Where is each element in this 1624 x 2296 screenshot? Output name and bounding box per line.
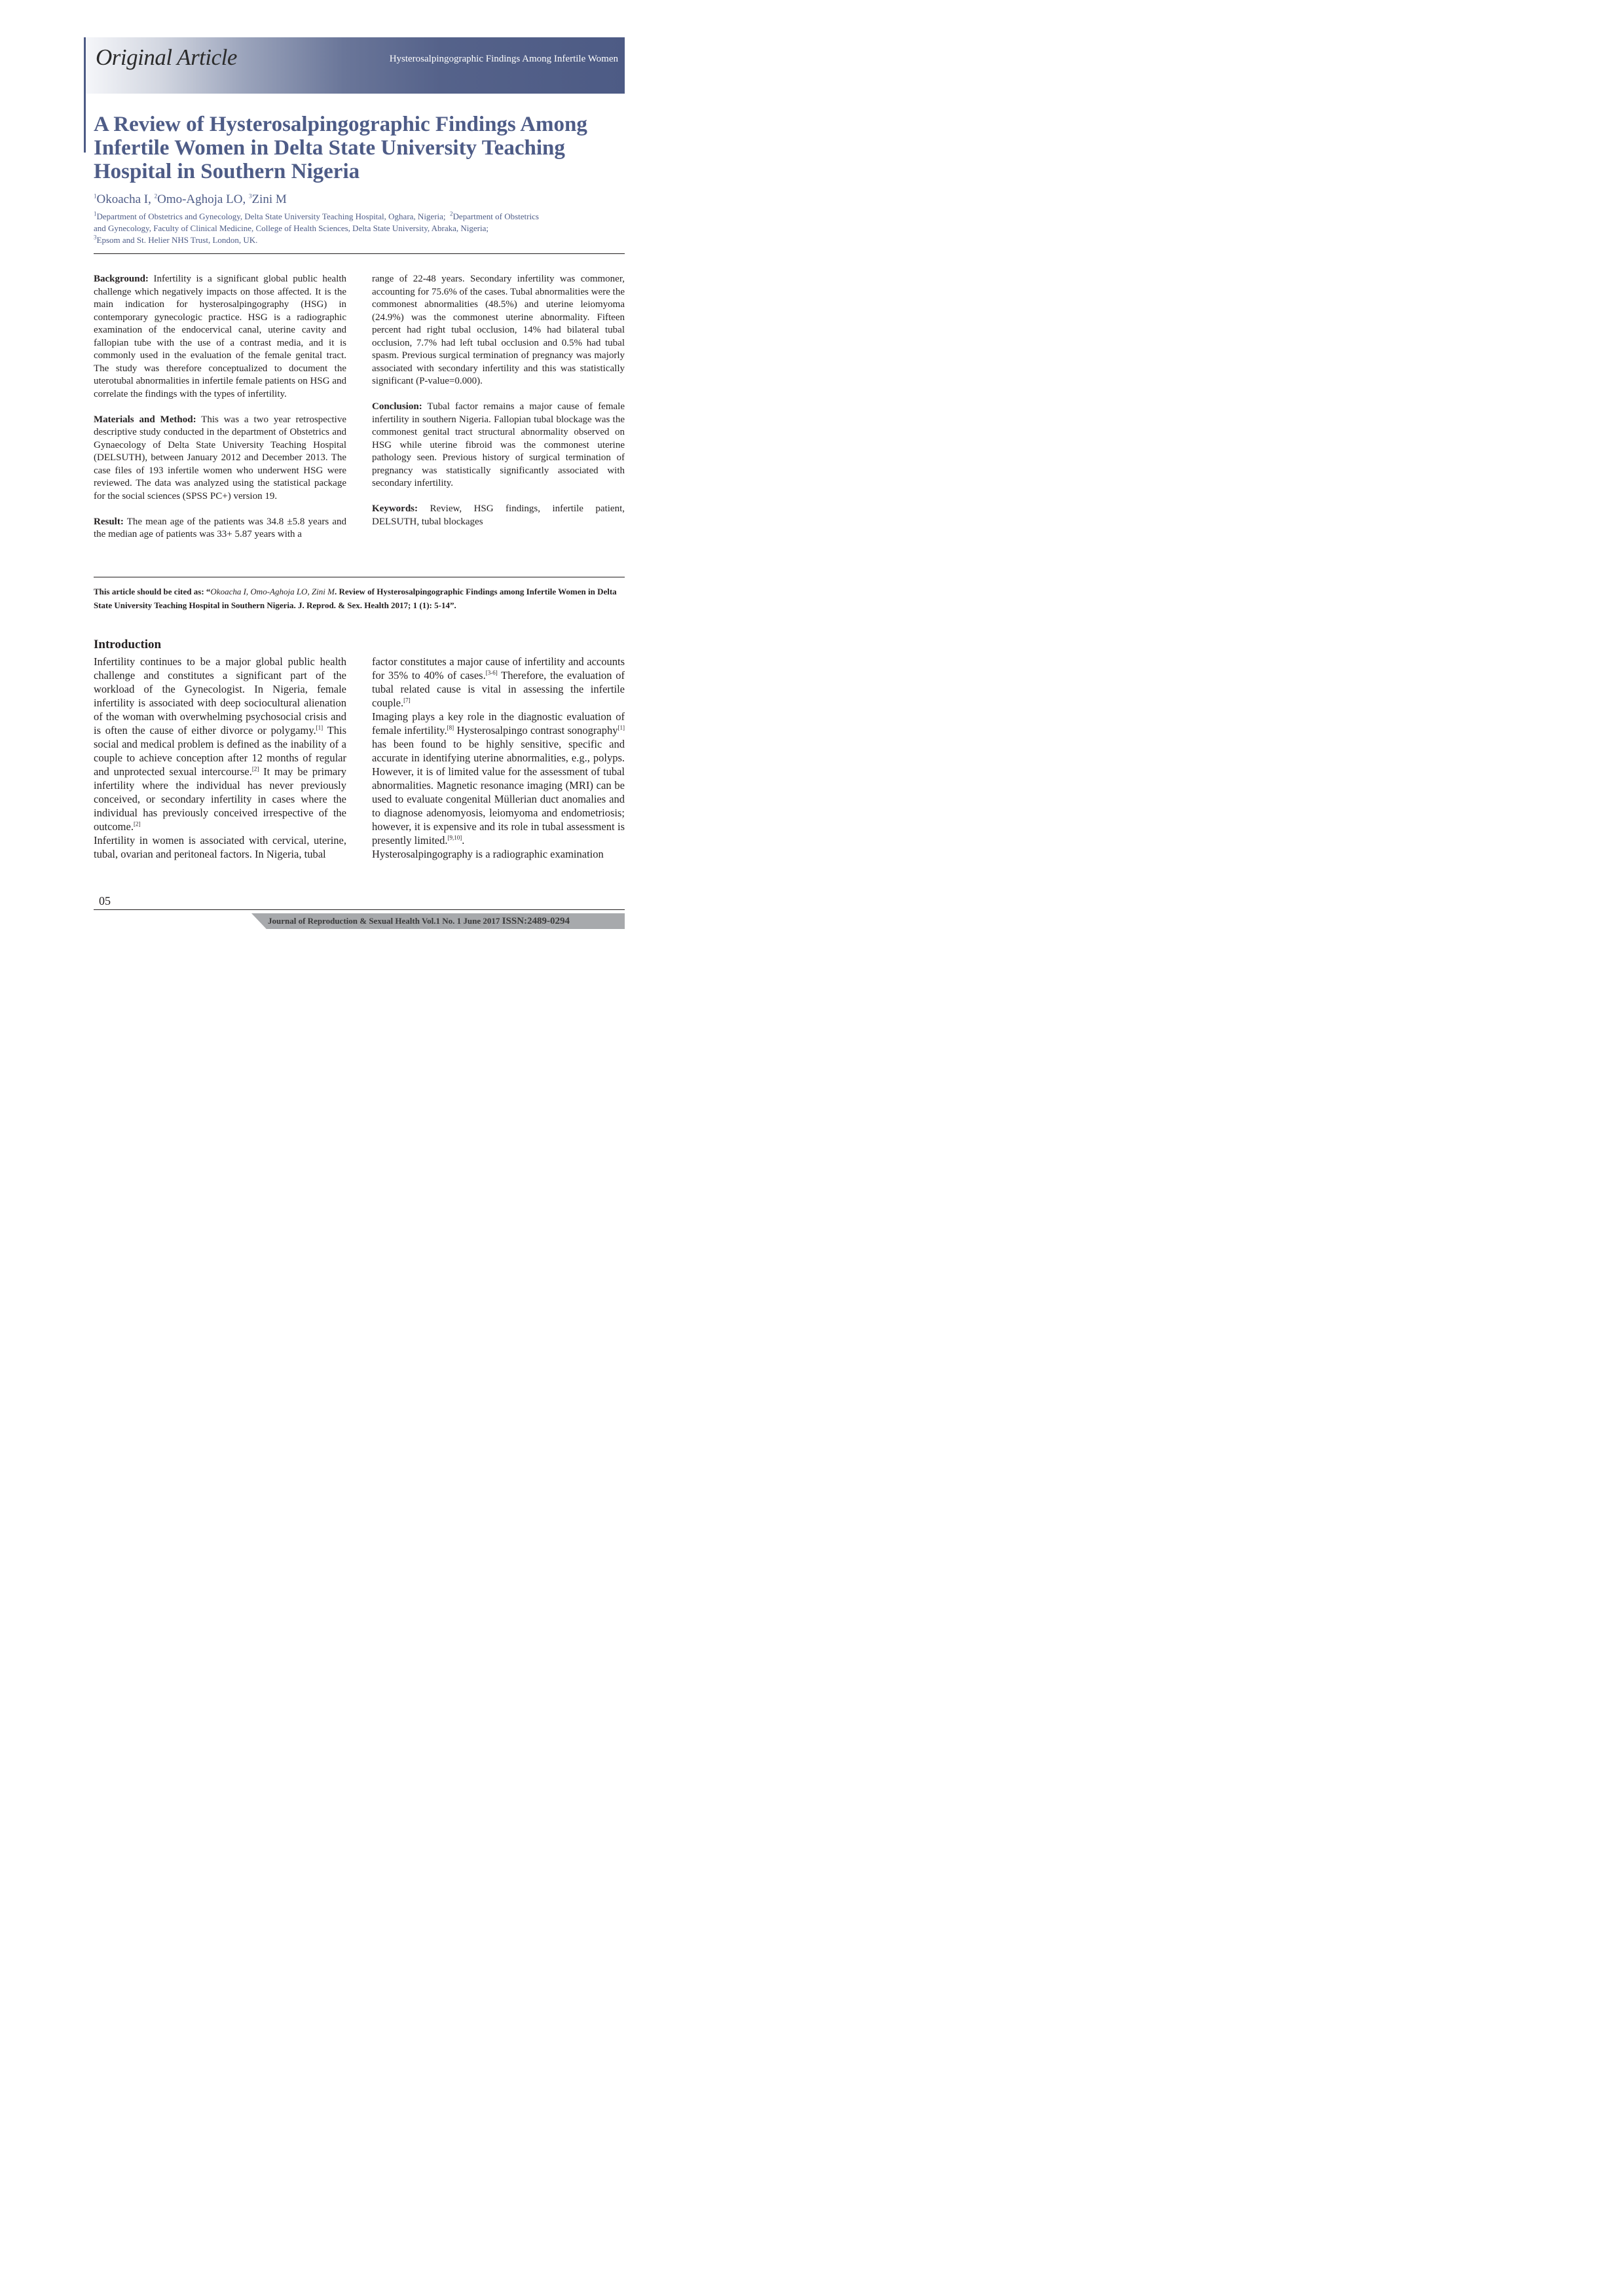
abstract-left-column — [94, 273, 346, 554]
conclusion-label: Conclusion: — [372, 401, 422, 412]
abstract-right-column — [372, 273, 625, 541]
introduction-heading: Introduction — [94, 638, 162, 651]
affiliation-line-2: and Gynecology, Faculty of Clinical Medicine, College of Health Sciences, Delta State University, Abraka, Nigeria; — [94, 223, 489, 233]
footer-rule — [94, 909, 625, 910]
result-text-left: The mean age of the patients was 34.8 ±5.8 years and the median age of patients was 33+ 5.87 years with a — [94, 516, 346, 539]
abstract-methods — [94, 414, 346, 503]
abstract-result — [94, 516, 346, 541]
intro-text: . — [462, 834, 465, 847]
header-vertical-rule — [84, 37, 86, 153]
running-head: Hysterosalpingographic Findings Among Infertile Women — [389, 54, 618, 64]
reference-marker: [7] — [403, 697, 411, 704]
affiliation-sup: 1 — [94, 210, 97, 217]
intro-text: Infertility continues to be a major global public health challenge and constitutes a significant part of the workload of the Gynecologist. In Nigeria, female infertility is associated with deep sociocultural alienation of the woman with overwhelming psychosocial crisis and is often the cause of either divorce or polygamy. — [94, 655, 346, 737]
intro-paragraph-3 — [372, 655, 625, 710]
abstract-conclusion — [372, 401, 625, 490]
intro-text: Hysterosalpingo contrast sonography — [454, 724, 618, 737]
reference-marker: [8] — [447, 724, 454, 731]
intro-paragraph-5: Hysterosalpingography is a radiographic examination — [372, 848, 604, 860]
article-title: A Review of Hysterosalpingographic Findings Among Infertile Women in Delta State University Teaching Hospital in Southern Nigeria — [94, 113, 587, 183]
reference-marker: [2] — [133, 820, 141, 828]
intro-text: has been found to be highly sensitive, specific and accurate in identifying uterine abnormalities, e.g., polyps. However, it is of limited value for the assessment of tubal abnormalities. Magnetic resonance imaging (MRI) can be used to evaluate congenital Müllerian duct anomalies and to diagnose adenomyosis, leiomyoma and endometriosis; however, it is expensive and its role in tubal assessment is presently limited. — [372, 738, 625, 847]
methods-text: This was a two year retrospective descriptive study conducted in the department of Obstetrics and Gynaecology of Delta State University Teaching Hospital (DELSUTH), between January 2012 and December 2013. The case files of 193 infertile women who underwent HSG were reviewed. The data was analyzed using the statistical package for the social sciences (SPSS PC+) version 19. — [94, 414, 346, 501]
author-1-name: Okoacha I, — [96, 192, 155, 206]
affiliation-line-1 — [94, 211, 624, 223]
journal-footer — [268, 916, 570, 927]
author-1-affil-sup: 1 — [94, 192, 97, 200]
intro-text: It may be primary infertility where the individual has never previously conceived, or secondary infertility in cases where the individual has previously conceived irrespective of the outcome. — [94, 765, 346, 833]
background-text: Infertility is a significant global public health challenge which negatively impacts on those affected. It is the main indication for hysterosalpingography (HSG) in contemporary gynecologic practice. HSG is a radiographic examination of the endocervical canal, uterine cavity and fallopian tube with the use of a contrast media, and it is commonly used in the evaluation of the female genital tract. The study was therefore conceptualized to document the uterotubal abnormalities in infertile female patients on HSG and correlate the findings with the types of infertility. — [94, 274, 346, 399]
author-2-name: Omo-Aghoja LO, — [157, 192, 249, 206]
affiliation-text: Department of Obstetrics and Gynecology, Delta State University Teaching Hospital, Oghara, Nigeria; — [96, 211, 446, 221]
reference-marker: [3-6] — [485, 669, 498, 676]
intro-text: Therefore, the evaluation of tubal related cause is vital in assessing the infertile couple. — [372, 669, 625, 709]
intro-paragraph-1 — [94, 655, 346, 833]
section-label: Original Article — [96, 45, 237, 70]
journal-issn: ISSN:2489-0294 — [502, 916, 570, 926]
citation-authors: Okoacha I, Omo-Aghoja LO, Zini M — [210, 587, 335, 596]
affiliation-text: Department of Obstetrics — [452, 211, 539, 221]
intro-paragraph-2: Infertility in women is associated with cervical, uterine, tubal, ovarian and peritoneal factors. In Nigeria, tubal — [94, 834, 346, 860]
affiliation-text: Epsom and St. Helier NHS Trust, London, UK. — [96, 235, 258, 245]
methods-label: Materials and Method: — [94, 414, 196, 425]
intro-right-column — [372, 655, 625, 861]
author-2-affil-sup: 2 — [154, 192, 158, 200]
affiliations — [94, 211, 624, 246]
citation-note — [94, 585, 625, 612]
reference-marker: [1] — [316, 724, 323, 731]
conclusion-text: Tubal factor remains a major cause of female infertility in southern Nigeria. Fallopian tubal blockage was the commonest genital tract structural abnormality observed on HSG while uterine fibroid was the commonest uterine pathology seen. Previous history of surgical termination of pregnancy was statistically significantly associated with secondary infertility. — [372, 401, 625, 488]
keywords-label: Keywords: — [372, 503, 418, 514]
abstract-background — [94, 273, 346, 401]
intro-left-column — [94, 655, 346, 861]
reference-marker: [2] — [251, 765, 259, 773]
keywords-text: Review, HSG findings, infertile patient, DELSUTH, tubal blockages — [372, 503, 625, 527]
intro-text: This social and medical problem is defined as the inability of a couple to achieve conception after 12 months of regular and unprotected sexual intercourse. — [94, 724, 346, 778]
author-3-name: Zini M — [251, 192, 287, 206]
result-text-right: range of 22-48 years. Secondary infertility was commoner, accounting for 75.6% of the cases. Tubal abnormalities were the commonest abnormalities (48.5%) and uterine leiomyoma (24.9%) was the commonest uterine abnormality. Fifteen percent had right tubal occlusion, 14% had bilateral tubal occlusion, 7.7% had left tubal occlusion and 0.5% had tubal spasm. Previous surgical termination of pregnancy was majorly associated with secondary infertility and this was statistically significant (P-value=0.000). — [372, 274, 625, 386]
author-list — [94, 192, 287, 207]
citation-prefix: This article should be cited as: “ — [94, 587, 211, 596]
page-number: 05 — [99, 894, 111, 907]
reference-marker: [1] — [618, 724, 625, 731]
background-label: Background: — [94, 274, 149, 284]
journal-name: Journal of Reproduction & Sexual Health Vol.1 No. 1 June 2017 — [268, 916, 502, 926]
rule-above-abstract — [94, 253, 625, 254]
affiliation-sup: 2 — [450, 210, 453, 217]
reference-marker: [9,10] — [447, 834, 462, 841]
abstract-keywords — [372, 503, 625, 528]
intro-text: Imaging plays a key role in the diagnostic evaluation of female infertility. — [372, 710, 625, 737]
intro-paragraph-4 — [372, 710, 625, 847]
citation-details: . Review of Hysterosalpingographic Findings among Infertile Women in Delta State University Teaching Hospital in Southern Nigeria. J. Reprod. & Sex. Health 2017; 1 (1): 5-14”. — [94, 587, 617, 610]
author-3-affil-sup: 3 — [248, 192, 252, 200]
affiliation-line-3 — [94, 234, 624, 246]
intro-text: factor constitutes a major cause of infertility and accounts for 35% to 40% of cases. — [372, 655, 625, 682]
result-label: Result: — [94, 516, 124, 527]
affiliation-sup: 3 — [94, 234, 97, 241]
